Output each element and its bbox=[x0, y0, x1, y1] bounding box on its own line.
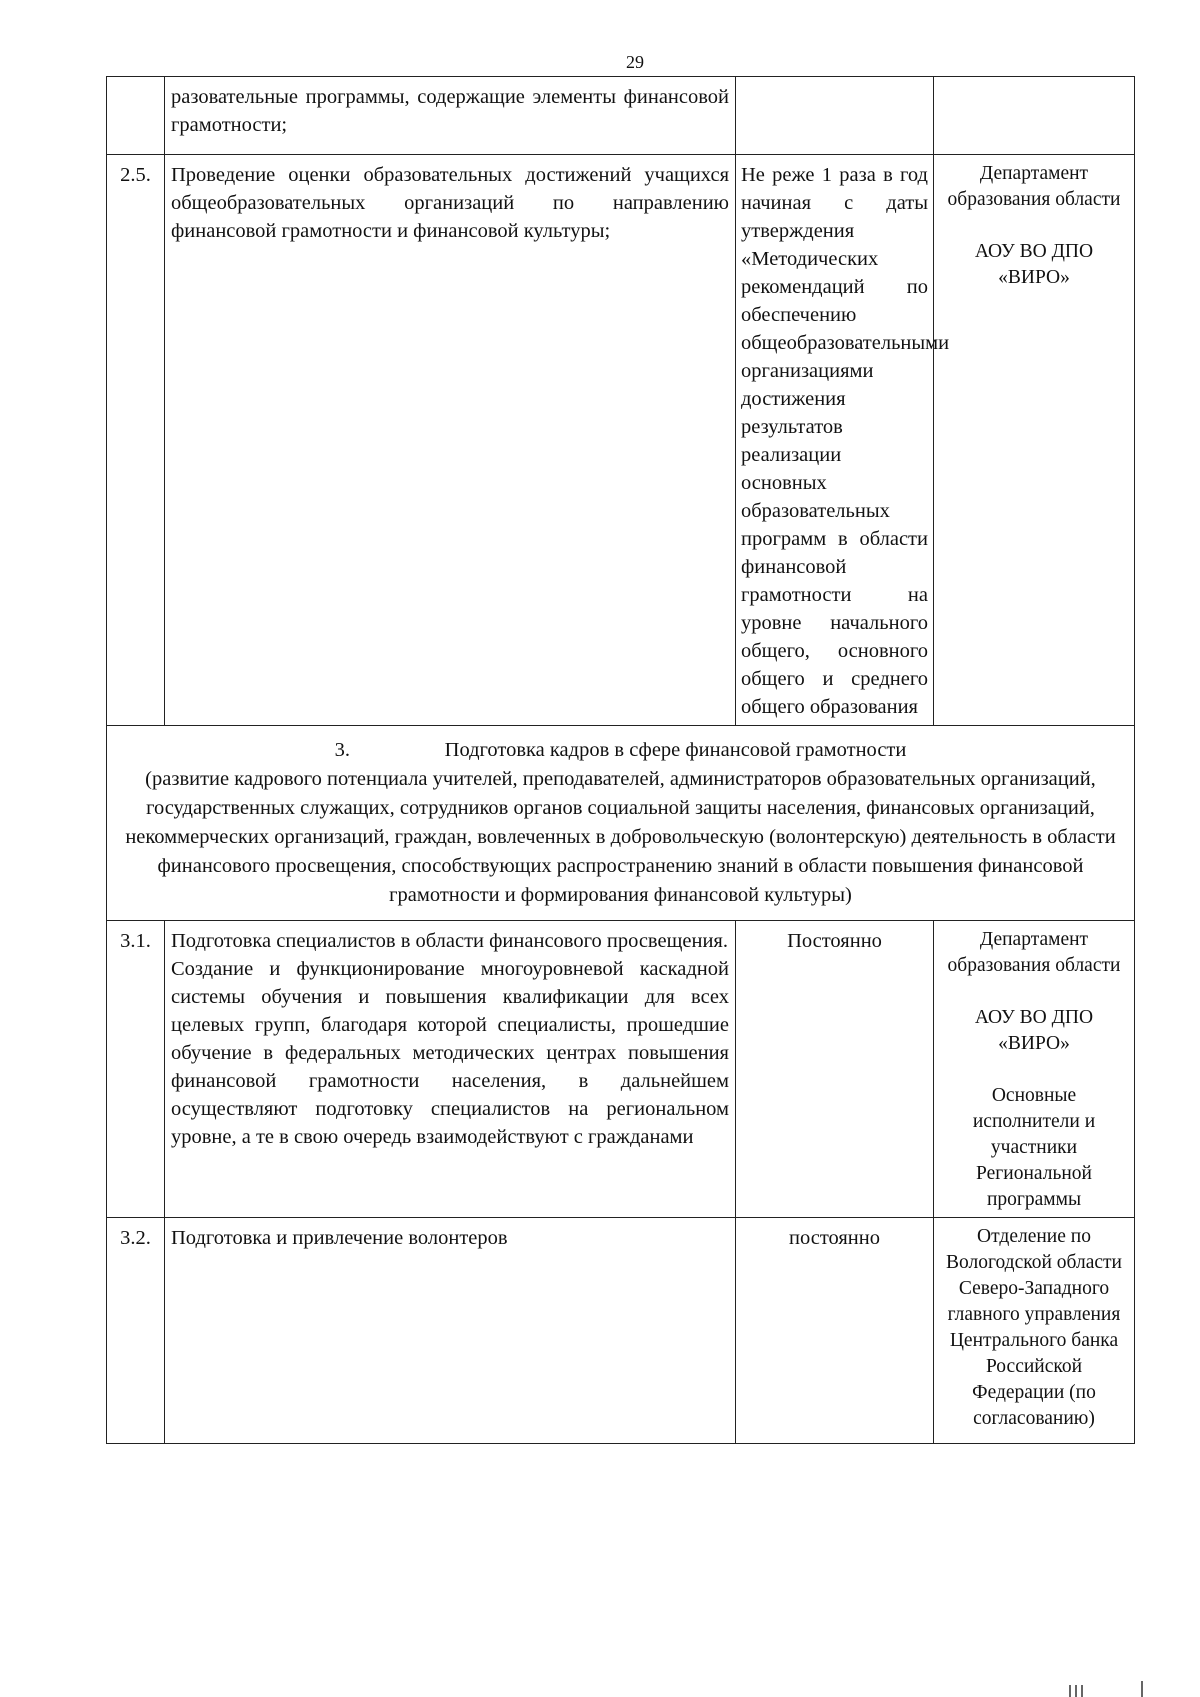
measure-description: Создание и функционирование многоуровневой каскадной системы обучения и повышения квалификации для всех целевых групп, благодаря которой специалисты, прошедшие обучение в федеральных методических центрах повышения финансовой грамотности населения, в дальнейшем осуществляют подготовку специалистов на региональном уровне, а те в свою очередь взаимодействуют с гражданами bbox=[171, 958, 729, 1148]
row-number: 2.5. bbox=[107, 155, 165, 726]
term-cell bbox=[736, 77, 934, 155]
measure-text: Проведение оценки образовательных достижений учащихся общеобразовательных организаций по направлению финансовой грамотности и финансовой культуры; bbox=[165, 155, 736, 726]
row-number-cell bbox=[107, 77, 165, 155]
executor-cell bbox=[934, 1218, 1135, 1444]
executor-name: Основные исполнители и участники Региональной программы bbox=[972, 1085, 1096, 1210]
scan-artifact-marks bbox=[1060, 1677, 1200, 1697]
executor-name: АОУ ВО ДПО «ВИРО» bbox=[974, 241, 1094, 288]
table-row-3-2 bbox=[107, 1218, 1135, 1444]
executor-name: АОУ ВО ДПО «ВИРО» bbox=[974, 1007, 1094, 1054]
section-subtitle: (развитие кадрового потенциала учителей, преподавателей, администраторов образовательных организаций, государственных служащих, сотрудников органов социальной защиты населения, финансовых организаций, некоммерческих организаций, граждан, вовлеченных в добровольческую (волонтерскую) деятельность в области финансового просвещения, способствующих распространению знаний в области повышения финансовой грамотности и формирования финансовой культуры) bbox=[125, 768, 1116, 906]
measures-table bbox=[106, 76, 1135, 1444]
row-number: 3.1. bbox=[107, 921, 165, 1218]
executor-name: Департамент образования области bbox=[947, 929, 1121, 976]
section-heading bbox=[107, 726, 1135, 921]
executor-cell bbox=[934, 155, 1135, 726]
executor-cell bbox=[934, 921, 1135, 1218]
section-heading-row bbox=[107, 726, 1135, 921]
table-row-continuation bbox=[107, 77, 1135, 155]
executor-name: Департамент образования области bbox=[947, 163, 1121, 210]
term-text: Постоянно bbox=[736, 921, 934, 1218]
row-number: 3.2. bbox=[107, 1218, 165, 1444]
section-title: Подготовка кадров в сфере финансовой грамотности bbox=[444, 739, 907, 761]
measure-text: разовательные программы, содержащие элементы финансовой грамотности; bbox=[165, 77, 736, 155]
section-number: 3. bbox=[334, 739, 351, 761]
executor-name: Отделение по Вологодской области Северо-Западного главного управления Центрального банка Российской Федерации (по согласованию) bbox=[946, 1226, 1122, 1429]
executor-cell bbox=[934, 77, 1135, 155]
table-row-2-5 bbox=[107, 155, 1135, 726]
measure-text: Подготовка и привлечение волонтеров bbox=[165, 1218, 736, 1444]
measure-title: Подготовка специалистов в области финансового просвещения. bbox=[171, 930, 728, 952]
table-row-3-1 bbox=[107, 921, 1135, 1218]
page-number: 29 bbox=[626, 52, 644, 72]
measure-cell bbox=[165, 921, 736, 1218]
term-text: Не реже 1 раза в год начиная с даты утверждения «Методических рекомендаций по обеспечению общеобразовательными организациями достижения результатов реализации основных образовательных программ в области финансовой грамотности на уровне начального общего, основного общего и среднего общего образования bbox=[736, 155, 934, 726]
term-text: постоянно bbox=[736, 1218, 934, 1444]
